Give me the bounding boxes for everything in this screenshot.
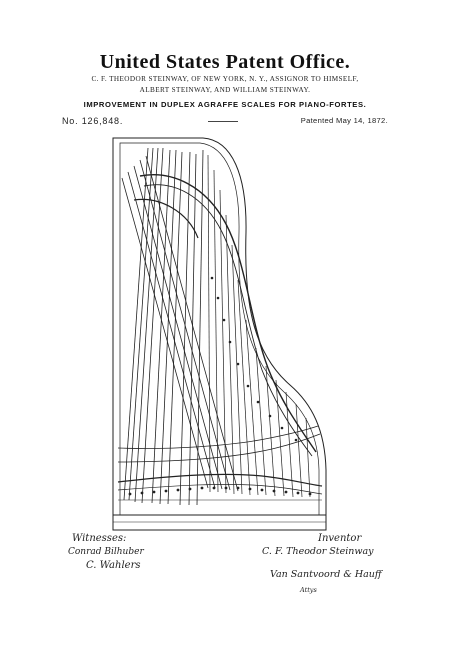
- witnesses-label: Witnesses:: [72, 533, 127, 544]
- patent-date: Patented May 14, 1872.: [300, 116, 388, 125]
- page-title: United States Patent Office.: [99, 51, 351, 73]
- improvement-title: IMPROVEMENT IN DUPLEX AGRAFFE SCALES FOR PIANO-FORTES.: [83, 100, 367, 109]
- patent-number: No. 126,848.: [62, 116, 124, 126]
- inventor-signature: C. F. Theodor Steinway: [262, 546, 374, 557]
- assignor-line-1: C. F. THEODOR STEINWAY, OF NEW YORK, N. Y., ASSIGNOR TO HIMSELF,: [91, 75, 359, 83]
- assignor-line-2: ALBERT STEINWAY, AND WILLIAM STEINWAY.: [139, 86, 311, 94]
- inventor-label: Inventor: [318, 533, 362, 544]
- attorney-signature: Van Santvoord & Hauff: [270, 569, 382, 580]
- treble-strings: [208, 155, 310, 497]
- witness-signature-1: Conrad Bilhuber: [68, 547, 144, 557]
- attorneys-abbreviation: Attys: [300, 586, 317, 594]
- witness-signature-2: C. Wahlers: [86, 560, 141, 571]
- agraffe-rail-2: [118, 484, 322, 494]
